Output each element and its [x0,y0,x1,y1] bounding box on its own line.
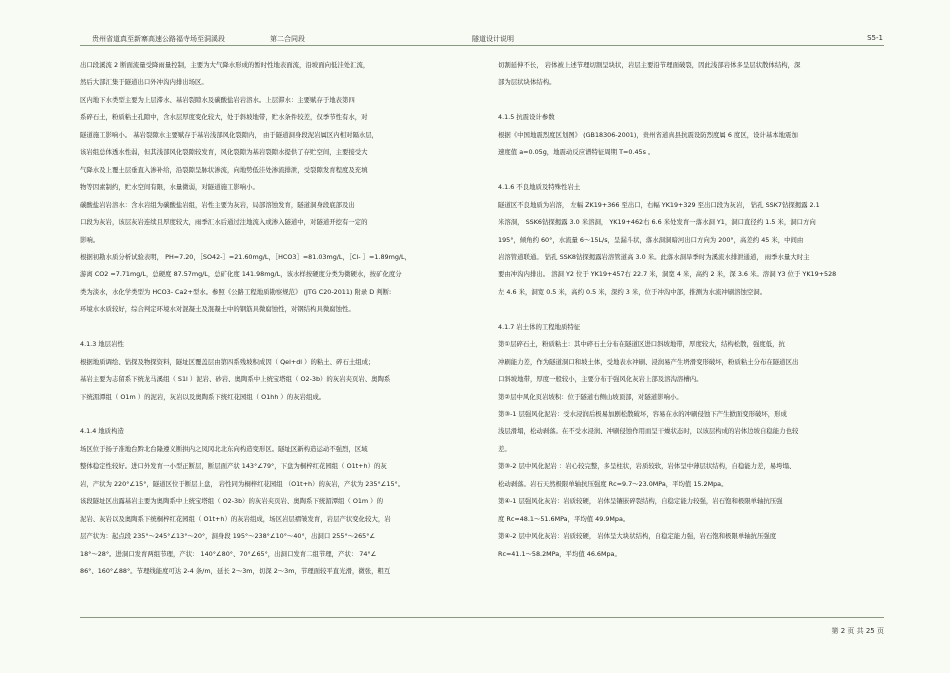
blank-line [498,92,884,109]
right-text-line: 冲刷能力差，作为隧道洞口和坡土体，受地表水冲刷、浸润易产生坍滑变形破坏，粉质粘土分布在隧道区出 [498,357,799,366]
section-heading: 4.1.3 地层岩性 [80,340,124,349]
left-text-line: 碳酸盐岩岩溶水：含水岩组为碳酸盐岩组，岩性主要为灰岩，局部溶蚀发育，隧道洞身段底部及出 [80,200,355,209]
left-text-line: 岩，产状为 220°∠15°，隧道区位于断层上盘， 岩性同为桐梓红花园组 （O1t+h）的灰岩，产状为 235°∠15°。 [80,479,405,488]
left-text-line: 游离 CO2 =7.71mg/L，总硬度 87.57mg/L，总矿化度 141.98mg/L，该水样按硬度分类为微硬水，按矿化度分 [80,270,402,279]
right-text-line: 松动剥落。岩石天然极限单轴抗压强度 Rc=9.7～23.0MPa，平均值 15.2Mpa。 [498,479,728,488]
left-text-line: 18°～28°。进洞口发育两组节理，产状： 140°∠80°、70°∠65°，出洞口发育二组节理，产状： 74°∠ [80,549,377,558]
left-text-line: 环境水水质较好，综合判定环境水对混凝土及混凝土中的钢筋具微腐蚀性，对钢结构具微腐蚀性。 [80,305,355,314]
header-rule [80,45,884,46]
right-text-line: 部为层状块体结构。 [498,78,556,87]
left-text-line: 口段为灰岩，该层灰岩连续且厚度较大，雨季汇水后通过注地流入或渗入隧道中，对隧道开挖有一定的 [80,218,368,227]
left-text-line: 该岩组总体透水性弱，但其浅部风化裂隙较发育，风化裂隙为基岩裂隙水提供了存贮空间，主要接受大 [80,148,368,157]
blank-line [498,301,884,318]
footer-rule [80,617,884,618]
right-text-line: Rc=41.1～58.2MPa，平均值 46.6Mpa。 [498,549,621,558]
left-text-line: 层产状为：起点段 235°～245°∠13°～20°，洞身段 195°～238°∠10°～40°，出洞口 255°～265°∠ [80,532,376,541]
right-text-line: 左 4.6 米，洞宽 0.5 米，高约 0.5 米，深约 3 米，位于冲沟中部，推测为水流冲刷溶蚀空洞。 [498,287,767,296]
header-sheet-no: S5-1 [867,34,883,42]
left-text-line: 隧道施工影响小。 基岩裂隙水主要赋存于基岩浅部风化裂隙内， 由于隧道洞身段泥岩属区内相对隔水层， [80,130,379,139]
left-text-line: 根据地质调绘、钻探及物探资料，隧址区覆盖层由第四系残坡积成因（ Qel+dl ）的粘土、碎石土组成； [80,357,375,366]
right-text-line: 隧道区不良地质为岩溶， 左幅 ZK19+366 至出口，右幅 YK19+329 至出口段为灰岩， 钻孔 SSK7钻探揭露 2.1 [498,200,820,209]
section-heading: 4.1.5 抗震设计参数 [498,113,555,122]
right-text-line: 米溶洞， SSK6钻探揭露 3.0 米溶洞， YK19+462右 6.6 米处发育一落水洞 Y1，洞口直径约 1.5 米，洞口方向 [498,218,816,227]
left-text-line: 根据初勘水质分析试验表明， PH=7.20，［SO42-］=21.60mg/L，［HCO3］=81.03mg/L，［Cl- ］=1.89mg/L， [80,252,411,261]
left-text-line: 86°、160°∠88°。节理线能度可达 2-4 条/m，延长 2～3m，切深 2～3m，节理面较平直光滑，微张，粗互 [80,567,391,576]
left-text-line: 物等因素制约，贮水空间有限，水量微弱，对隧道施工影响小。 [80,183,259,192]
right-text-line: 第④-2 层中风化灰岩：岩质较硬， 岩体呈大块状结构，自稳定能力强，岩石饱和极限单轴抗压强度 [498,532,777,541]
left-text-line: 泥岩、灰岩以及奥陶系下统桐梓红花园组（ O1t+h）的灰岩组成，场区岩层褶皱发育，岩层产状变化较大，岩 [80,514,391,523]
right-text-line: 第④-1 层强风化灰岩：岩质较硬， 岩体呈镶嵌碎裂结构，自稳定能力较强，岩石饱和极限单轴抗压强 [498,497,783,506]
left-text-line: 整体稳定性较好。进口外发育一小型正断层，断层面产状 143°∠79°，下盘为桐梓红花园组（ O1t+h）的灰 [80,462,387,471]
section-heading: 4.1.6 不良地质及特殊性岩土 [498,183,581,192]
right-text-line: 岩溶管道联通。 钻孔 SSK8钻探揭露岩溶管道高 3.0 米。此落水洞旱季时为溪流水排泄通道， 雨季水量大时主 [498,252,810,261]
right-text-line: 差。 [498,444,511,453]
left-text-line: 然后大部汇集于隧道出口外冲沟内排出场区。 [80,78,208,87]
left-text-line: 影响。 [80,235,100,244]
header-doc-title: 隧道设计说明 [472,35,514,43]
header-project: 贵州省道真至新寨高速公路福寺场至洞溪段 [92,35,225,43]
right-text-line: 第③-2 层中风化泥岩 ：岩心较完整，多呈柱状，岩质较软，岩体呈中薄层状结构，自稳能力差，易垮塌、 [498,462,796,471]
left-text-line: 下统湄潭组（ O1m ）的泥岩，灰岩以及奥陶系下统红花园组（ O1hh ）的灰岩组成。 [80,392,326,401]
left-text-line: 该段隧址区出露基岩主要为奥陶系中上统宝塔组（ O2-3b）的灰岩夹页岩、奥陶系下统湄潭组（ O1m ）的 [80,497,383,506]
left-text-line: 场区位于扬子准地台黔北台隆遵义断拱内之凤冈北北东向构造变形区。隧址区新构造运动不强烈，区域 [80,444,368,453]
header-section: 第二合同段 [270,35,305,43]
right-column [498,57,884,563]
blank-line [498,162,884,179]
left-text-line: 基岩主要为志留系下统龙马溪组（ S1l ）泥岩、砂岩、奥陶系中上统宝塔组（ O2-3b）的灰岩夹页岩、奥陶系 [80,375,391,384]
right-text-line: 度 Rc=48.1～51.6MPa，平均值 49.9Mpa。 [498,514,630,523]
blank-line [80,319,473,336]
left-text-line: 出口段溪流 2 断面流量受降雨量控制，主要为大气降水形成的暂时性地表面流，沿坡面向低洼处汇流， [80,61,370,69]
right-text-line: 第③-1 层强风化泥岩：受水浸润后极易加剧松散破坏，容易在水的冲刷侵蚀下产生掀面变形破坏，形成 [498,410,787,419]
right-text-line: 195°，倾角约 60°，水流量 6～15L/s，呈漏斗状，落水洞洞暗河出口方向为 200°，高差约 45 米，中间由 [498,235,804,244]
left-text-line: 类为淡水，水化学类型为 HCO3- Ca2+型水。参照《公路工程地质勘察规范》 (JTG C20-2011) 附录 D 判断: [80,287,392,296]
page-number: 第 2 页 共 25 页 [831,627,884,635]
right-text-line: 切割延伸不长， 岩体被上述节理切割呈块状，岩层主要沿节理面破裂，因此浅部岩体多呈层状散体结构，深 [498,61,801,69]
blank-line [80,406,473,423]
right-text-line: 口斜坡地带，厚度一般较小，主要分布于强风化灰岩上部及溶沟溶槽内。 [498,375,703,384]
right-text-line: 浅层滑塌，松动剥落。在不受水浸润、冲刷侵蚀作用而呈干燥状态时，以该层构成的岩体边坡自稳能力也较 [498,427,799,436]
right-text-line: 要由冲沟内排出。 溶洞 Y2 位于 YK19+457右 22.7 米，洞宽 4 米，高约 2 米，深 3.6 米。溶洞 Y3 位于 YK19+528 [498,270,837,279]
right-text-line: 根据《中国地震烈度区划图》 (GB18306-2001)，贵州省道真县抗震设防烈度属 6 度区，设计基本地震加 [498,130,798,139]
right-text-line: 速度值 a=0.05g，地震动反应谱特征周期 T=0.45s 。 [498,148,655,157]
left-text-line: 区内地下水类型主要为上层滞水、基岩裂隙水及碳酸盐岩岩溶水。上层滞水：主要赋存于地表第四 [80,95,355,104]
left-column [80,57,473,581]
left-text-line: 系碎石土，粉质粘土孔隙中，含水层厚度变化较大，处于斜坡地带，贮水条件较差，仅季节性有水，对 [80,113,368,122]
right-text-line: 第①层碎石土，粉质粘土：其中碎石土分布在隧道区进口斜坡地带，厚度较大，结构松散，强度低，抗 [498,340,785,349]
right-text-line: 第②层中风化页岩坡积：位于隧道右侧山坡顶部，对隧道影响小。 [498,392,683,401]
section-heading: 4.1.7 岩土体的工程地质特征 [498,322,581,331]
section-heading: 4.1.4 地质构造 [80,427,124,436]
left-text-line: 气降水及上覆土层垂直入渗补给，沿裂隙呈脉状渗流，向地势低洼处渗流排泄，受裂隙发育程度及充填 [80,165,368,174]
